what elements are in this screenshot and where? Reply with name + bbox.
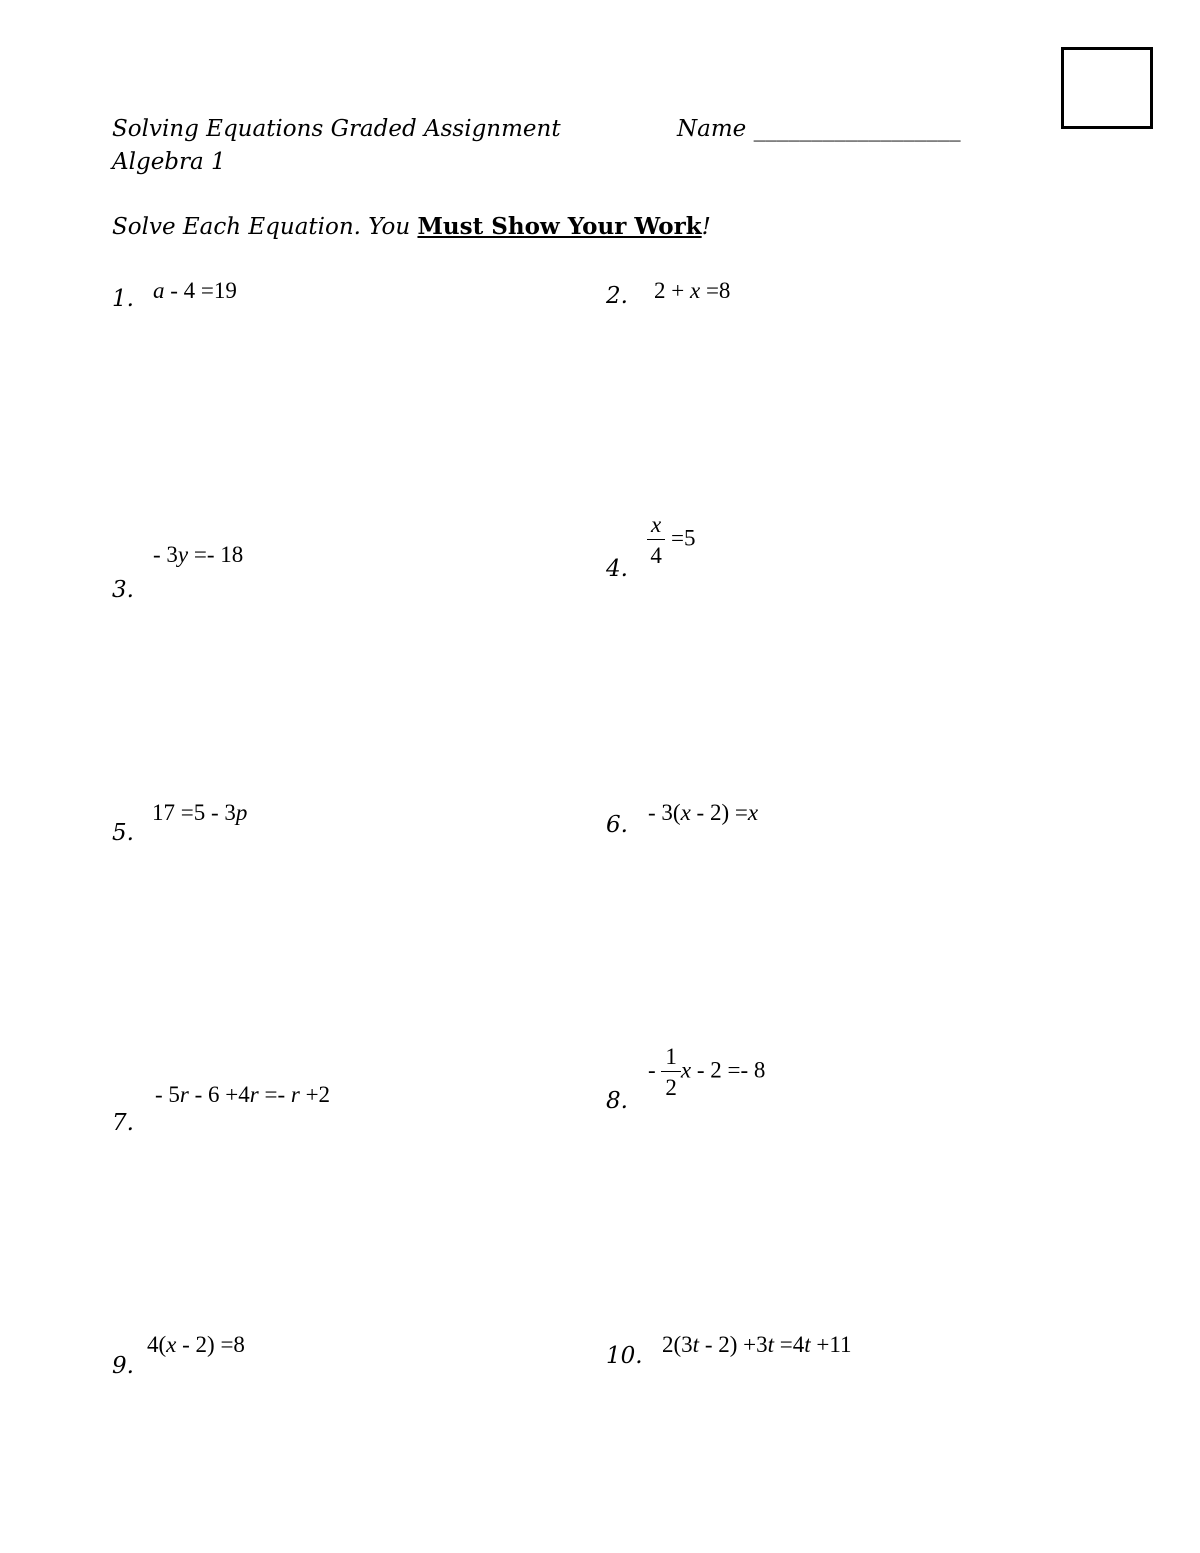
equation-4: $\frac{x}{4}$ =5 bbox=[647, 513, 695, 567]
problem-number-6: 6. bbox=[606, 812, 628, 838]
equation-7: - 5r - 6 +4r =- r +2 bbox=[155, 1082, 331, 1107]
equation-1: a - 4 =19 bbox=[153, 278, 237, 303]
name-field[interactable] bbox=[677, 116, 961, 142]
equation-10: 2(3t - 2) +3t =4t +11 bbox=[662, 1332, 852, 1357]
equation-5: 17 =5 - 3p bbox=[152, 800, 248, 825]
problem-number-5: 5. bbox=[112, 820, 134, 846]
equation-2: 2 + x =8 bbox=[654, 278, 731, 303]
problem-number-10: 10. bbox=[606, 1343, 643, 1369]
name-label: Name bbox=[677, 116, 747, 142]
problem-number-8: 8. bbox=[606, 1088, 628, 1114]
equation-9: 4(x - 2) =8 bbox=[147, 1332, 245, 1357]
problem-number-9: 9. bbox=[112, 1353, 134, 1379]
instructions-emphasis: Must Show Your Work bbox=[417, 213, 702, 240]
instructions-lead: Solve Each Equation. You bbox=[112, 214, 418, 240]
instructions-trail: ! bbox=[701, 214, 711, 240]
grade-box bbox=[1061, 47, 1153, 129]
equation-8: - $\frac{1}{2}$ x - 2 =- 8 bbox=[648, 1044, 766, 1100]
problem-number-7: 7. bbox=[112, 1110, 134, 1136]
problem-number-3: 3. bbox=[112, 577, 134, 603]
problem-number-1: 1. bbox=[112, 286, 134, 312]
problem-number-2: 2. bbox=[606, 283, 628, 309]
course-name: Algebra 1 bbox=[112, 149, 226, 175]
assignment-title: Solving Equations Graded Assignment bbox=[112, 116, 561, 142]
equation-6: - 3(x - 2) =x bbox=[648, 800, 759, 825]
problem-number-4: 4. bbox=[606, 556, 628, 582]
equation-3: - 3y =- 18 bbox=[153, 542, 244, 567]
instructions bbox=[112, 213, 711, 240]
name-blank: __________________ bbox=[753, 116, 961, 142]
